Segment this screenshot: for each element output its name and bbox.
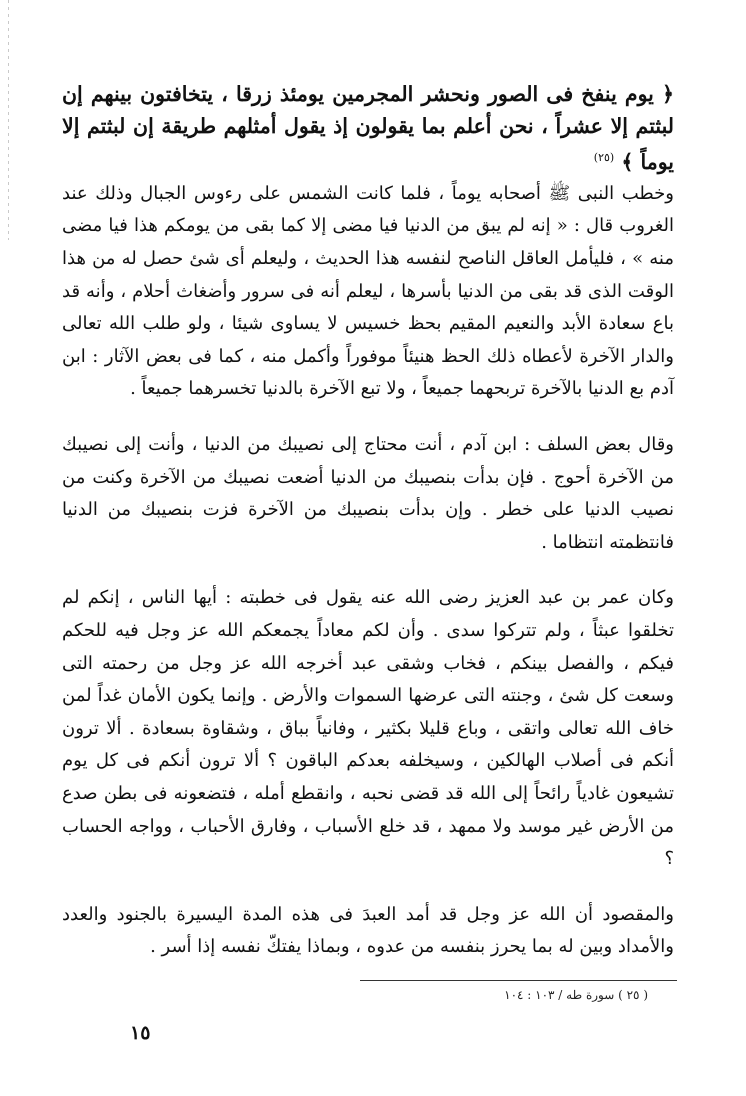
paragraph-umar-sermon: وكان عمر بن عبد العزيز رضى الله عنه يقول فى خطبته : أيها الناس ، إنكم لم تخلقوا عبثاً ، ولم تتركوا سدى . وأن لكم معاداً يجمعكم الله عز وجل فيه للحكم فيكم ، والفصل بينكم ، فخاب وشقى عبد أخرجه الله عز وجل من رحمته التى وسعت كل شئ ، وجنته التى عرضها السموات والأرض . وإنما يكون الأمان غداً لمن خاف الله تعالى واتقى ، وباع قليلا بكثير ، وفانياً بباق ، وشقاوة بسعادة . ألا ترون أنكم فى أصلاب الهالكين ، وسيخلفه بعدكم الباقون ؟ ألا ترون أنكم فى كل يوم تشيعون غادياً رائحاً إلى الله قد قضى نحبه ، وانقطع أمله ، فتضعونه فى بطن صدع من الأرض غير موسد ولا ممهد ، قد خلع الأسباب ، وفارق الأحباب ، وواجه الحساب ؟ <box>62 587 674 870</box>
paragraph-prophet-sermon: وخطب النبى ﷺ أصحابه يوماً ، فلما كانت الشمس على رءوس الجبال وذلك عند الغروب قال : « إنه لم يبق من الدنيا فيا مضى إلا كما بقى من يومكم هذا فيا مضى منه » ، فليأمل العاقل الناصح لنفسه هذا الحديث ، وليعلم أى شئ حصل له من هذا الوقت الذى قد بقى من الدنيا بأسرها ، ليعلم أنه فى سرور وأضغاث أحلام ، وأنه قد باع سعادة الأبد والنعيم المقيم بحظ خسيس لا يساوى شيئا ، ولو طلب الله تعالى والدار الآخرة لأعطاه ذلك الحظ هنيئاً موفوراً وأكمل منه ، كما فى بعض الآثار : ابن آدم بع الدنيا بالآخرة تربحهما جميعاً ، ولا تبع الآخرة بالدنيا تخسرهما جميعاً . <box>62 182 674 400</box>
page-number: ١٥ <box>130 1022 151 1044</box>
paragraph-conclusion: والمقصود أن الله عز وجل قد أمد العبدَ فى هذه المدة اليسيرة بالجنود والعدد والأمداد وبين له بما يحرز بنفسه من عدوه ، وبماذا يفتكّ نفسه إذا أسر . <box>62 903 674 958</box>
footnote-reference: (٢٥) <box>593 151 615 164</box>
footnote-text: ( ٢٥ ) سورة طه / ١٠٣ : ١٠٤ <box>504 988 648 1002</box>
verse-text: ﴿ يوم ينفخ فى الصور ونحشر المجرمين يومئذ زرقا ، يتخافتون بينهم إن لبثتم إلا عشراً ، نحن أعلم بما يقولون إذ يقول أمثلهم طريقة إن لبثتم إلا يوماً ﴾ <box>62 82 674 174</box>
paragraph-salaf-saying: وقال بعض السلف : ابن آدم ، أنت محتاج إلى نصيبك من الدنيا ، وأنت إلى نصيبك من الآخرة أحوج . فإن بدأت بنصيبك من الدنيا أضعت نصيبك من الآخرة وكنت من نصيب الدنيا على خطر . وإن بدأت بنصيبك من الآخرة فزت بنصيبك من الدنيا فانتظمته انتظاما . <box>62 433 674 553</box>
page-body <box>62 78 674 964</box>
quran-verse <box>62 78 674 178</box>
footnote-divider <box>360 980 677 981</box>
scan-edge-mark <box>8 0 9 240</box>
